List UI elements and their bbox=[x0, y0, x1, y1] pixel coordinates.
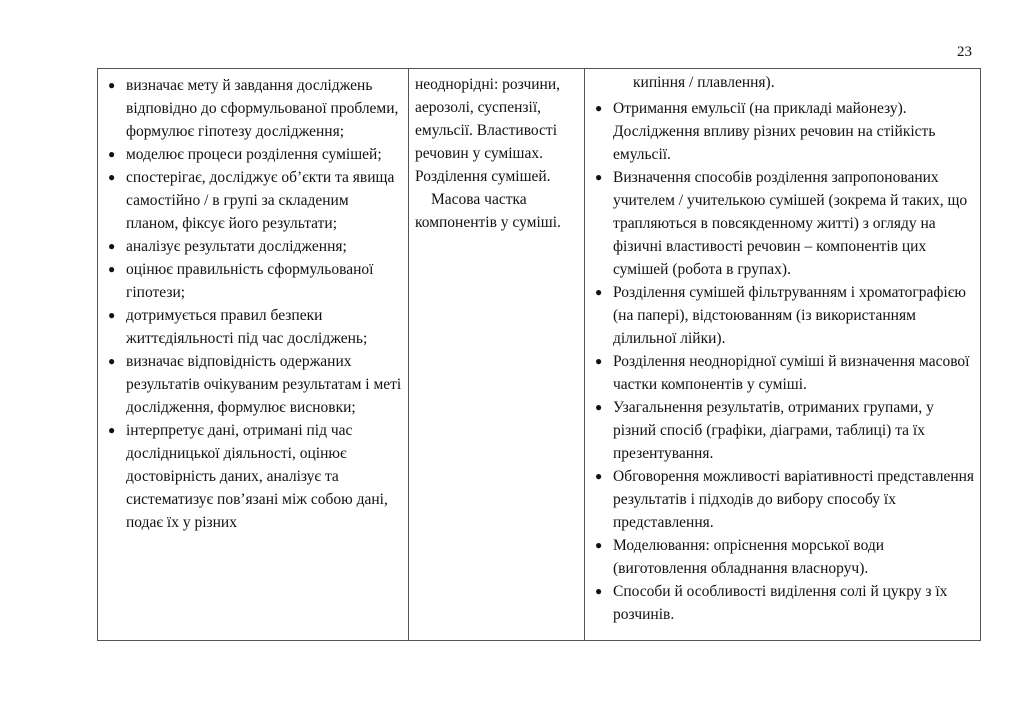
bullet-icon: ● bbox=[595, 354, 603, 368]
bullet-icon: ● bbox=[595, 285, 603, 299]
column-content bbox=[409, 69, 585, 640]
page-number: 23 bbox=[957, 44, 972, 60]
list-item: ● визначає відповідність одержаних результатів очікуваним результатам і меті дослідження, формулює висновки; bbox=[126, 350, 402, 419]
list-item: ● Узагальнення результатів, отриманих групами, у різний спосіб (графіки, діаграми, таблиці) та їх презентування. bbox=[613, 396, 976, 465]
list-item: ● Моделювання: опріснення морської води (виготовлення обладнання власноруч). bbox=[613, 534, 976, 580]
bullet-icon: ● bbox=[108, 423, 116, 437]
list-item: ● інтерпретує дані, отримані під час дослідницької діяльності, оцінює достовірність даних, аналізує та систематизує пов’язані між собою дані, подає їх у різних bbox=[126, 419, 402, 534]
bullet-icon: ● bbox=[595, 101, 603, 115]
bullet-icon: ● bbox=[595, 538, 603, 552]
list-item: ● Способи й особливості виділення солі й цукру з їх розчинів. bbox=[613, 580, 976, 626]
bullet-icon: ● bbox=[595, 170, 603, 184]
bullet-icon: ● bbox=[108, 170, 116, 184]
outcomes-list bbox=[98, 69, 408, 534]
list-item: ● оцінює правильність сформульованої гіпотези; bbox=[126, 258, 402, 304]
continuation-text: кипіння / плавлення). bbox=[633, 74, 775, 91]
bullet-icon: ● bbox=[108, 262, 116, 276]
bullet-icon: ● bbox=[108, 78, 116, 92]
list-item: ● Обговорення можливості варіативності представлення результатів і підходів до вибору способу їх представлення. bbox=[613, 465, 976, 534]
activities-list bbox=[585, 94, 980, 626]
bullet-icon: ● bbox=[108, 239, 116, 253]
list-item: ● Отримання емульсії (на прикладі майонезу). Дослідження впливу різних речовин на стійкість емульсії. bbox=[613, 97, 976, 166]
bullet-icon: ● bbox=[108, 147, 116, 161]
list-item: ● Визначення способів розділення запропонованих учителем / учителькою сумішей (зокрема й таких, що трапляються в повсякденному житті) з огляду на фізичні властивості речовин – компонентів цих сумішей (робота в групах). bbox=[613, 166, 976, 281]
list-item: ● спостерігає, досліджує об’єкти та явища самостійно / в групі за складеним планом, фіксує його результати; bbox=[126, 166, 402, 235]
content-paragraph: Масова частка компонентів у суміші. bbox=[415, 191, 561, 231]
column-learning-outcomes bbox=[98, 69, 409, 640]
list-item: ● Розділення неоднорідної суміші й визначення масової частки компонентів у суміші. bbox=[613, 350, 976, 396]
bullet-icon: ● bbox=[595, 584, 603, 598]
list-item: ● аналізує результати дослідження; bbox=[126, 235, 402, 258]
content-paragraph: неоднорідні: розчини, аерозолі, суспензії, емульсії. Властивості речовин у сумішах. Розділення сумішей. bbox=[415, 76, 561, 185]
bullet-icon: ● bbox=[108, 354, 116, 368]
bullet-icon: ● bbox=[595, 469, 603, 483]
content-text bbox=[409, 69, 584, 234]
bullet-icon: ● bbox=[108, 308, 116, 322]
bullet-icon: ● bbox=[595, 400, 603, 414]
list-item: ● моделює процеси розділення сумішей; bbox=[126, 143, 402, 166]
list-item: ● дотримується правил безпеки життєдіяльності під час досліджень; bbox=[126, 304, 402, 350]
list-item: ● визначає мету й завдання досліджень відповідно до сформульованої проблеми, формулює гіпотезу дослідження; bbox=[126, 74, 402, 143]
curriculum-table bbox=[97, 68, 981, 641]
column-activities bbox=[585, 69, 980, 640]
list-item: ● Розділення сумішей фільтруванням і хроматографією (на папері), відстоюванням (із використанням ділильної лійки). bbox=[613, 281, 976, 350]
